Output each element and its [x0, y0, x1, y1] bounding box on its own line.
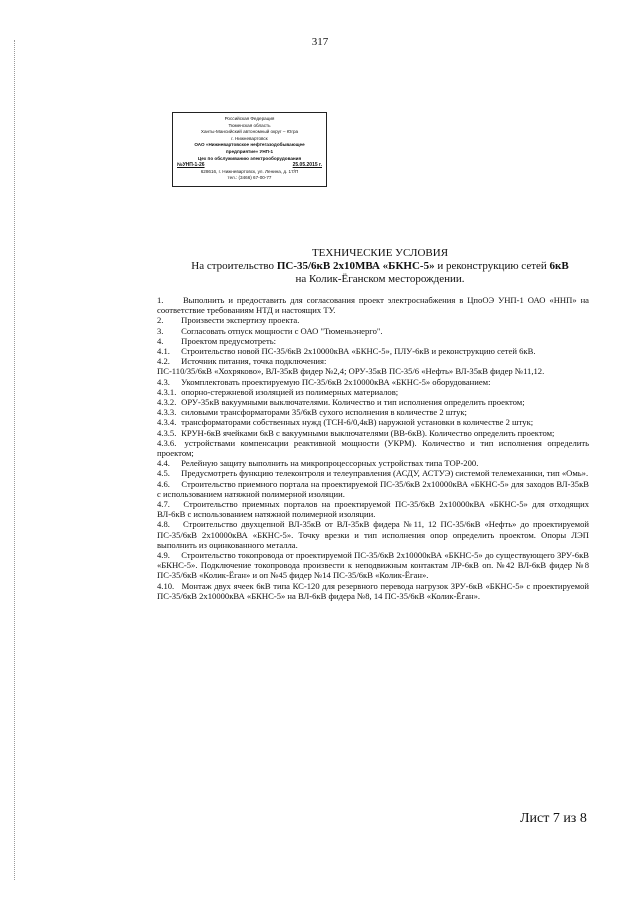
item-text: ОРУ-35кВ вакуумными выключателями. Количество и тип исполнения определить проектом; — [181, 397, 525, 408]
list-item — [157, 428, 589, 438]
item-number: 4.5. — [157, 468, 170, 479]
list-item — [157, 315, 589, 325]
item-text: устройствами компенсации реактивной мощности (УКРМ). Количество и тип исполнения определить проектом; — [157, 437, 590, 459]
item-number: 4.10. — [157, 580, 175, 591]
list-item — [157, 499, 589, 519]
item-number: 4.3.3. — [157, 407, 177, 418]
stamp-reg-number: №УНП-1-26 — [177, 162, 205, 169]
list-item — [157, 346, 589, 356]
page-number: 317 — [311, 36, 329, 48]
item-text: Строительство новой ПС-35/6кВ 2х10000кВА «БКНС-5», ПЛУ-6кВ и реконструкцию сетей 6кВ. — [181, 346, 536, 357]
list-item — [157, 468, 589, 478]
list-item — [157, 550, 589, 581]
item-text: Строительство токопровода от проектируемой ПС-35/6кВ 2х10000кВА «БКНС-5» до существующего ЗРУ-6кВ «БКНС-5». Подключение токопровода произвести к неподвижным контактам ЛР-6кВ оп. №42 ВЛ-6кВ фидер №8 ПС-35/6кВ «Колик-Ёган» и оп №45 фидер №14 ПС-35/6кВ «Колик-Ёган». — [157, 550, 590, 581]
item-text: Проектом предусмотреть: — [181, 335, 277, 346]
list-item — [157, 417, 589, 427]
item-number: 4.4. — [157, 458, 170, 469]
subject-prefix: На строительство — [191, 260, 277, 272]
item-number: 4.7. — [157, 499, 170, 510]
stamp-line: предприятие» УНП-1 — [225, 148, 274, 154]
item-number: 4.9. — [157, 550, 170, 561]
list-item — [157, 519, 589, 550]
stamp-line: г. Нижневартовск — [231, 135, 268, 141]
item-text: Выполнить и предоставить для согласования проект электроснабжения в ЦпоОЭ УНП-1 ОАО «ННП» на соответствие требованиям НТД и настоящих ТУ. — [157, 295, 589, 316]
item-number: 4. — [157, 335, 164, 346]
list-item — [157, 397, 589, 407]
item-text: Релейную защиту выполнить на микропроцессорных устройствах типа ТОР-200. — [181, 458, 479, 469]
item-number: 2. — [157, 315, 164, 326]
item-text: Согласовать отпуск мощности с ОАО "Тюменьэнерго". — [181, 325, 383, 336]
list-item — [157, 387, 589, 397]
list-item — [157, 326, 589, 336]
doc-heading: ТЕХНИЧЕСКИЕ УСЛОВИЯ — [311, 247, 449, 259]
item-number: 4.3.6. — [157, 437, 177, 448]
list-item — [157, 356, 589, 366]
doc-location: на Колик-Ёганском месторождении. — [295, 273, 465, 285]
item-number: 4.6. — [157, 478, 170, 489]
item-text: Строительство приемных порталов на проектируемой ПС-35/6кВ 2х10000кВА «БКНС-5» для отходящих ВЛ-6кВ с использованием натяжной полимерной изоляции. — [157, 499, 590, 520]
registration-stamp — [172, 112, 327, 187]
stamp-line: Ханты-Мансийский автономный округ – Югра — [200, 129, 299, 135]
item-text: опорно-стержневой изоляцией из полимерных материалов; — [181, 386, 399, 397]
stamp-phone: тел.: (3466) 67-00-77 — [227, 175, 272, 181]
subject-mid: и реконструкцию сетей — [434, 260, 550, 272]
item-number: 4.8. — [157, 519, 170, 530]
list-item — [157, 438, 589, 458]
item-number: 4.2. — [157, 356, 170, 367]
list-item — [157, 407, 589, 417]
item-number: 1. — [157, 295, 164, 305]
item-text: Произвести экспертизу проекта. — [181, 315, 300, 326]
doc-subject — [100, 260, 640, 273]
item-text: ПС-110/35/6кВ «Хохряково», ВЛ-35кВ фидер №2,4; ОРУ-35кВ ПС-35/6 «Нефть» ВЛ-35кВ фидер №11,12. — [157, 366, 545, 377]
item-number: 4.3.4. — [157, 417, 177, 428]
stamp-date: 25.05.2015 г. — [292, 162, 322, 169]
item-text: Строительство двухцепной ВЛ-35кВ от ВЛ-35кВ фидера №11, 12 ПС-35/6кВ «Нефть» до проектируемой ПС-35/6кВ 2х10000кВА «БКНС-5». Точку врезки и тип исполнения опор определить проектом. Опоры ЛЭП выполнить из оцинкованного металла. — [157, 519, 589, 550]
sheet-counter: Лист 7 из 8 — [520, 811, 587, 826]
item-text: Источник питания, точка подключения: — [181, 356, 327, 367]
list-item — [157, 377, 589, 387]
stamp-address: 628616, г. Нижневартовск, ул. Ленина, д. 17/П — [200, 168, 299, 174]
list-item — [157, 479, 589, 499]
list-item — [157, 336, 589, 346]
list-item — [157, 295, 589, 315]
binding-margin-line — [14, 40, 15, 880]
item-text: трансформаторами собственных нужд (ТСН-6/0,4кВ) наружной установки в количестве 2 штук; — [181, 417, 534, 428]
stamp-line: Цех по обслуживанию электрооборудования — [197, 155, 302, 161]
item-number: 4.3. — [157, 376, 170, 387]
stamp-reg-row — [177, 162, 322, 169]
conditions-list — [157, 295, 589, 601]
stamp-line: ОАО «Нижневартовское нефтегазодобывающее — [194, 142, 305, 148]
stamp-line: Российская Федерация — [224, 116, 275, 121]
item-text: КРУН-6кВ ячейками 6кВ с вакуумными выключателями (ВВ-6кВ). Количество определить проектом; — [181, 427, 555, 438]
item-number: 4.3.2. — [157, 397, 177, 408]
list-item — [157, 458, 589, 468]
item-text: Укомплектовать проектируемую ПС-35/6кВ 2х10000кВА «БКНС-5» оборудованием: — [181, 376, 491, 387]
item-number: 4.3.1. — [157, 386, 177, 397]
item-text: Предусмотреть функцию телеконтроля и телеуправления (АСДУ, АСТУЭ) системой телемеханики, тип «Омь». — [181, 468, 589, 479]
item-number: 3. — [157, 325, 164, 336]
subject-voltage: 6кВ — [549, 260, 569, 272]
item-text: силовыми трансформаторами 35/6кВ сухого исполнения в количестве 2 штук; — [181, 407, 467, 418]
item-number: 4.1. — [157, 346, 170, 357]
item-text: Монтаж двух ячеек 6кВ типа КС-120 для резервного перевода нагрузок ЗРУ-6кВ «БКНС-5» с проектируемой ПС-35/6кВ 2х10000кВА «БКНС-5» на ВЛ-6кВ фидера №8, 14 ПС-35/6кВ «Колик-Ёган». — [157, 580, 589, 601]
stamp-line: Тюменская область — [228, 122, 271, 128]
item-number: 4.3.5. — [157, 427, 177, 438]
subject-object: ПС-35/6кВ 2х10МВА «БКНС-5» — [276, 260, 435, 272]
list-item — [157, 366, 589, 376]
list-item — [157, 581, 589, 601]
item-text: Строительство приемного портала на проектируемой ПС-35/6кВ 2х10000кВА «БКНС-5» для заходов ВЛ-35кВ с использованием натяжной полимерной изоляции. — [157, 478, 589, 499]
